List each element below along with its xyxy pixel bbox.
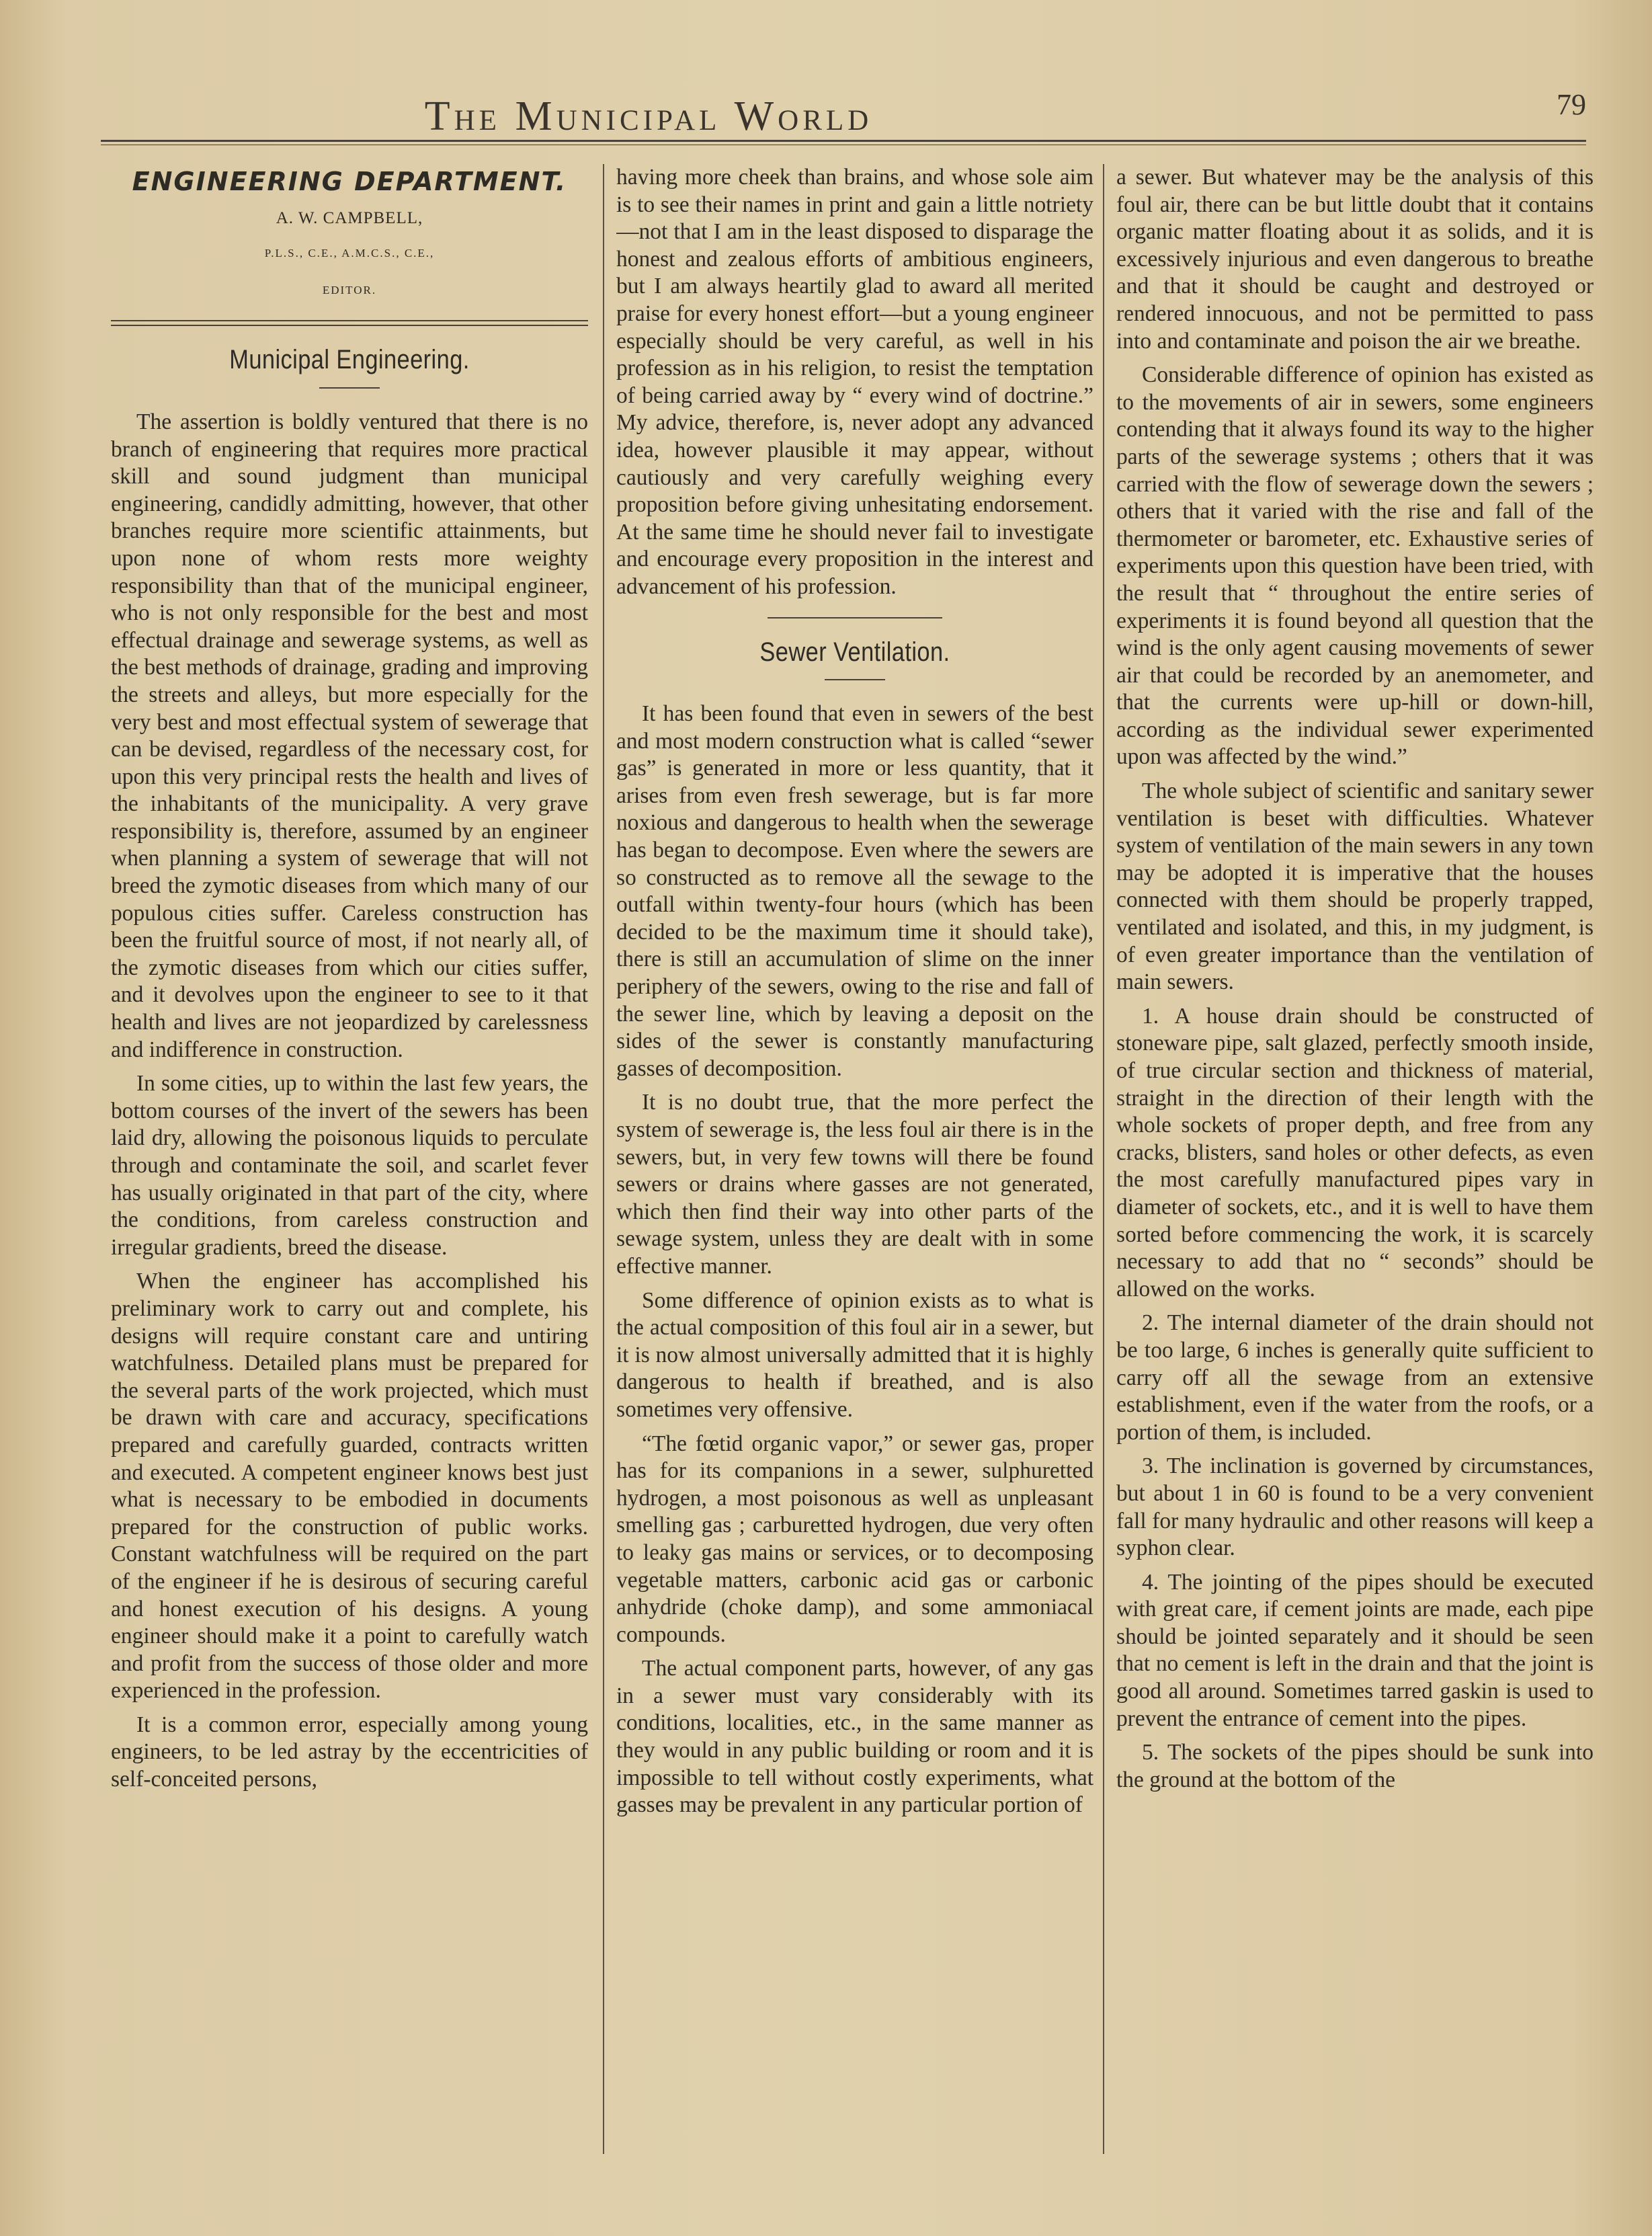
numbered-paragraph: 1. A house drain should be constructed of stoneware pipe, salt glazed, perfectly smooth inside, of true circular section and thickness of material, straight in the direction of their length with the whole sockets of proper depth, and free from any cracks, blisters, sand holes or other defects, as even the most carefully manufactured pipes vary in diameter of sockets, etc., and it is well to have them sorted before commencing the work, it is scarcely necessary to add that no “ seconds” should be allowed on the works. — [1116, 1003, 1594, 1302]
title-rule — [825, 679, 885, 680]
paragraph: In some cities, up to within the last few years, the bottom courses of the invert of the sewers has been laid dry, allowing the poisonous liquids to perculate through and contaminate the soil, and scarlet fever has usually originated in that part of the city, where the conditions, from careless construction and irregular gradients, breed the disease. — [111, 1071, 588, 1260]
masthead: The Municipal World — [424, 93, 873, 139]
header-rule — [101, 140, 1586, 145]
paragraph: “The fœtid organic vapor,” or sewer gas, proper has for its companions in a sewer, sulphuretted hydrogen, a most poisonous as well as unpleasant smelling gas ; carburetted hydrogen, due very often to leaky gas mains or services, or to decomposing vegetable matters, carbonic acid gas or carbonic anhydride (choke damp), and some ammoniacal compounds. — [616, 1431, 1093, 1647]
column-divider — [603, 164, 604, 2154]
page-number: 79 — [1557, 88, 1586, 121]
paragraph: The whole subject of scientific and sanitary sewer ventilation is beset with difficulties. Whatever system of ventilation of the main sewers in any town may be adopted it is imperative that the houses connected with them should be properly trapped, ventilated and isolated, and this, in my judgment, is of even greater importance than the ventilation of main sewers. — [1116, 778, 1594, 995]
paragraph-continued: having more cheek than brains, and whose sole aim is to see their names in print and gain a little notriety—not that I am in the least disposed to disparage the honest and zealous efforts of ambitious engineers, but I am always heartily glad to award all merited praise for every honest effort—but a young engineer especially should be very careful, as well in his profession as in his religion, to resist the temptation of being carried away by “ every wind of doctrine.” My advice, therefore, is, never adopt any advanced idea, however plausible it may appear, without cautiously and very carefully weighing every proposition before giving unhesitating endorsement. At the same time he should never fail to investigate and encourage every proposition in the interest and advancement of his profession. — [616, 165, 1093, 599]
numbered-paragraph: 3. The inclination is governed by circumstances, but about 1 in 60 is found to be a very convenient fall for many hydraulic and other reasons will keep a syphon clear. — [1116, 1453, 1594, 1561]
paragraph: It has been found that even in sewers of the best and most modern construction what is called “sewer gas” is generated in more or less quantity, that it arises from even fresh sewerage, but is far more noxious and dangerous to health when the sewerage has began to decompose. Even where the sewers are so constructed as to remove all the sewage to the outfall within twenty-four hours (which has been decided to be the maximum time it should take), there is still an accumulation of slime on the inner periphery of the sewers, owing to the rise and fall of the sewer line, which by leaving a deposit on the sides of the sewer is constantly manufacturing gasses of decomposition. — [616, 701, 1093, 1081]
editor-credentials: P.L.S., C.E., A.M.C.S., C.E., — [264, 247, 435, 260]
editor-name: A. W. CAMPBELL, — [276, 208, 423, 227]
numbered-paragraph: 2. The internal diameter of the drain should not be too large, 6 inches is generally quite sufficient to carry off all the sewage from an extensive establishment, even if the water from the roofs, or a portion of them, is included. — [1116, 1310, 1594, 1445]
department-title: ENGINEERING DEPARTMENT. — [132, 167, 567, 196]
article-separator — [768, 617, 942, 618]
article-title: Sewer Ventilation. — [759, 637, 950, 667]
paragraph: Considerable difference of opinion has existed as to the movements of air in sewers, some engineers contending that it always found its way to the higher parts of the sewerage systems ; others that it was carried with the flow of sewerage down the sewers ; others that it varied with the rise and fall of the thermometer or barometer, etc. Exhaustive series of experiments upon this question have been tried, with the result that “ throughout the entire series of experiments it is found beyond all question that the wind is the only agent causing movements of sewer air that could be recorded by an anemometer, and that the currents were up-hill or down-hill, according as the individual sewer experimented upon was affected by the wind.” — [1116, 362, 1594, 770]
column-2 — [616, 164, 1093, 2167]
paragraph: Some difference of opinion exists as to what is the actual composition of this foul air in a sewer, but it is now almost universally admitted that it is highly dangerous to health if breathed, and is also sometimes very offensive. — [616, 1287, 1093, 1422]
paragraph: The assertion is boldly ventured that there is no branch of engineering that requires more practical skill and sound judgment than municipal engineering, candidly admitting, however, that other branches require more scientific attainments, but upon none of whom rests more weighty responsibility than that of the municipal engineer, who is not only responsible for the best and most effectual drainage and sewerage systems, as well as the best methods of drainage, grading and improving the streets and alleys, but more especially for the very best and most effectual system of sewerage that can be devised, regardless of the necessary cost, for upon this very principal rests the health and lives of the inhabitants of the municipality. A very grave responsibility is, therefore, assumed by an engineer when planning a system of sewerage that will not breed the zymotic diseases from which many of our populous cities suffer. Careless construction has been the fruitful source of most, if not nearly all, of the zymotic diseases from which our cities suffer, and it devolves upon the engineer to see to it that health and lives are not jeopardized by carelessness and indifference in construction. — [111, 409, 588, 1062]
double-rule — [111, 320, 588, 326]
editor-label: EDITOR. — [322, 283, 377, 296]
column-3 — [1116, 164, 1594, 2167]
paragraph-continued: a sewer. But whatever may be the analysis of this foul air, there can be but little doubt that it contains organic matter floating about it as solids, and it is excessively injurious and even dangerous to breathe and that it should be caught and destroyed or rendered innocuous, and not be permitted to pass into and contaminate and poison the air we breathe. — [1116, 165, 1594, 354]
title-rule — [319, 387, 380, 389]
page-header — [101, 87, 1586, 141]
paragraph: The actual component parts, however, of any gas in a sewer must vary considerably with its conditions, localities, etc., in the same manner as they would in any public building or room and it is impossible to tell without costly experiments, what gasses may be prevalent in any particular portion of — [616, 1656, 1093, 1818]
column-divider — [1103, 164, 1104, 2154]
paragraph: It is no doubt true, that the more perfect the system of sewerage is, the less foul air there is in the sewers, but, in very few towns will there be found sewers or drains where gasses are not generated, which then find their way into other parts of the sewage system, unless they are dealt with in some effective manner. — [616, 1090, 1093, 1279]
paragraph: When the engineer has accomplished his preliminary work to carry out and complete, his designs will require constant care and untiring watchfulness. Detailed plans must be prepared for the several parts of the work projected, which must be drawn with care and accuracy, specifications prepared and carefully guarded, contracts written and executed. A competent engineer knows best just what is necessary to be embodied in documents prepared for the construction of public works. Constant watchfulness will be required on the part of the engineer if he is desirous of securing careful and honest execution of his designs. A young engineer should make it a point to carefully watch and profit from the success of those older and more experienced in the profession. — [111, 1269, 588, 1704]
paragraph: It is a common error, especially among young engineers, to be led astray by the eccentricities of self-conceited persons, — [111, 1712, 588, 1792]
numbered-paragraph: 5. The sockets of the pipes should be sunk into the ground at the bottom of the — [1116, 1740, 1594, 1792]
column-1 — [111, 164, 588, 2167]
numbered-paragraph: 4. The jointing of the pipes should be executed with great care, if cement joints are made, each pipe should be jointed separately and it should be seen that no cement is left in the drain and that the joint is good all around. Sometimes tarred gaskin is used to prevent the entrance of cement into the pipes. — [1116, 1569, 1594, 1731]
article-title: Municipal Engineering. — [229, 345, 470, 375]
